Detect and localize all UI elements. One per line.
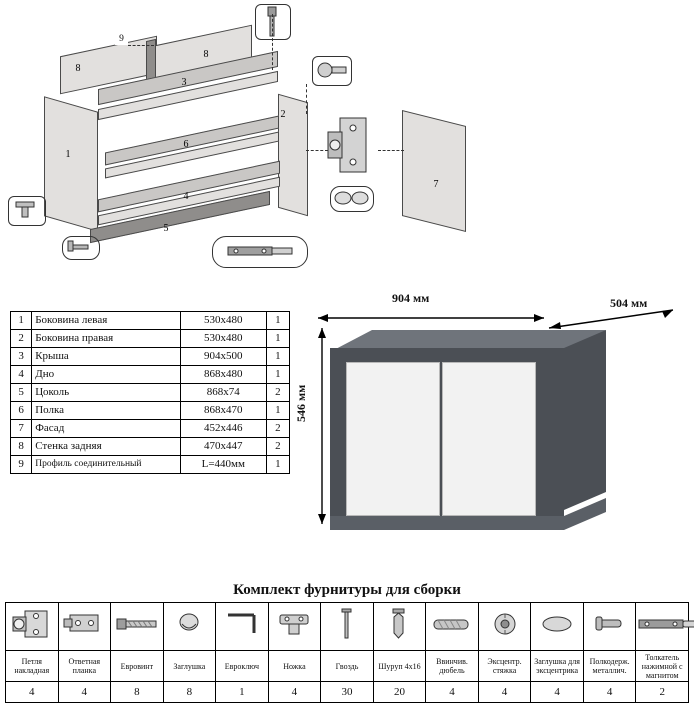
part-name: Дно <box>32 366 181 384</box>
hinge-detail-group <box>322 110 378 180</box>
table-row <box>11 402 290 420</box>
foot-icon <box>268 603 321 651</box>
part-no: 8 <box>11 438 32 456</box>
part-qty: 2 <box>266 420 289 438</box>
kit-item-name: Евроключ <box>216 651 269 682</box>
part-size: 470х447 <box>180 438 266 456</box>
kit-item-qty: 4 <box>531 682 584 703</box>
foot-icon <box>12 200 40 220</box>
euro-screw-icon <box>111 603 164 651</box>
part-no: 5 <box>11 384 32 402</box>
kit-title: Комплект фурнитуры для сборки <box>233 582 461 598</box>
kit-item-name: Заглушка <box>163 651 216 682</box>
dowel-icon <box>426 603 479 651</box>
cabinet-side-right <box>564 330 606 510</box>
part-size: 530х480 <box>180 330 266 348</box>
part-name: Боковина правая <box>32 330 181 348</box>
cam-lock-icon <box>316 59 348 81</box>
part-no: 4 <box>11 366 32 384</box>
table-row <box>11 438 290 456</box>
height-dimension-label: 546 мм <box>294 384 308 422</box>
part-no: 9 <box>11 456 32 474</box>
cabinet-door-left <box>346 362 440 516</box>
exploded-assembly-diagram <box>0 0 694 285</box>
table-row <box>11 330 290 348</box>
callout-2: 2 <box>280 109 286 120</box>
magnet-catch-icon <box>636 603 689 651</box>
part-name: Боковина левая <box>32 312 181 330</box>
kit-item-qty: 4 <box>426 682 479 703</box>
part-no: 6 <box>11 402 32 420</box>
cabinet-plinth <box>330 516 564 530</box>
kit-qty-row <box>6 682 689 703</box>
callout-4: 4 <box>183 191 189 202</box>
kit-item-qty: 20 <box>373 682 426 703</box>
table-row <box>11 366 290 384</box>
shelf-support-icon <box>583 603 636 651</box>
kit-item-name: Гвоздь <box>321 651 374 682</box>
kit-icons-row <box>6 603 689 651</box>
part-qty: 1 <box>266 456 289 474</box>
cabinet-door-right <box>442 362 536 516</box>
kit-item-qty: 4 <box>268 682 321 703</box>
table-row <box>11 420 290 438</box>
kit-item-qty: 8 <box>111 682 164 703</box>
table-row <box>11 312 290 330</box>
kit-item-name: Шуруп 4х16 <box>373 651 426 682</box>
part-qty: 2 <box>266 438 289 456</box>
kit-item-qty: 4 <box>58 682 111 703</box>
kit-item-qty: 4 <box>583 682 636 703</box>
callout-6: 6 <box>183 139 189 150</box>
kit-item-name: Эксцентр. стяжка <box>478 651 531 682</box>
part-size: 868х470 <box>180 402 266 420</box>
mounting-plate-icon <box>58 603 111 651</box>
part-name: Цоколь <box>32 384 181 402</box>
part-name: Фасад <box>32 420 181 438</box>
table-row <box>11 456 290 474</box>
callout-3: 3 <box>181 77 187 88</box>
kit-item-qty: 8 <box>163 682 216 703</box>
width-dimension-arrow <box>316 312 546 324</box>
callout-1: 1 <box>65 149 71 160</box>
leader-line-4 <box>378 150 404 151</box>
part-qty: 1 <box>266 366 289 384</box>
kit-item-name: Полкодерж. металлич. <box>583 651 636 682</box>
kit-names-row <box>6 651 689 682</box>
table-row <box>11 384 290 402</box>
kit-item-qty: 30 <box>321 682 374 703</box>
shelf-support-icon <box>66 239 94 255</box>
part-qty: 1 <box>266 348 289 366</box>
kit-item-name: Петля накладная <box>6 651 59 682</box>
kit-item-name: Заглушка для эксцентрика <box>531 651 584 682</box>
kit-item-qty: 4 <box>6 682 59 703</box>
part-size: 904х500 <box>180 348 266 366</box>
part-no: 7 <box>11 420 32 438</box>
depth-dimension-arrow <box>547 308 687 332</box>
part-size: 868х480 <box>180 366 266 384</box>
part-no: 3 <box>11 348 32 366</box>
part-name: Крыша <box>32 348 181 366</box>
cam-cap-icon <box>531 603 584 651</box>
facade-panel <box>402 110 466 232</box>
part-no: 1 <box>11 312 32 330</box>
parts-table <box>10 311 290 474</box>
hinge-icon <box>6 603 59 651</box>
kit-item-name: Ответная планка <box>58 651 111 682</box>
kit-item-qty: 4 <box>478 682 531 703</box>
side-panel-left <box>44 96 98 231</box>
callout-5: 5 <box>163 223 169 234</box>
height-dimension-arrow <box>316 326 328 526</box>
kit-item-qty: 2 <box>636 682 689 703</box>
cap-icon <box>163 603 216 651</box>
part-no: 2 <box>11 330 32 348</box>
leader-line-2 <box>306 84 307 114</box>
euro-key-icon <box>216 603 269 651</box>
part-name: Полка <box>32 402 181 420</box>
callout-8-left: 8 <box>75 63 81 74</box>
depth-dimension-label: 504 мм <box>610 296 648 310</box>
width-dimension-label: 904 мм <box>392 291 430 305</box>
kit-item-name: Толкатель нажимной с магнитом <box>636 651 689 682</box>
screw-icon <box>373 603 426 651</box>
kit-item-name: Ножка <box>268 651 321 682</box>
cam-lock-icon <box>478 603 531 651</box>
leader-line-1 <box>272 14 273 70</box>
cap-icon <box>334 189 370 207</box>
part-size: 530х480 <box>180 312 266 330</box>
magnet-catch-icon <box>226 243 296 259</box>
part-qty: 1 <box>266 330 289 348</box>
part-qty: 1 <box>266 312 289 330</box>
part-name: Профиль соединительный <box>32 456 181 474</box>
part-name: Стенка задняя <box>32 438 181 456</box>
part-size: 452х446 <box>180 420 266 438</box>
kit-item-qty: 1 <box>216 682 269 703</box>
leader-line-3 <box>306 150 328 151</box>
kit-item-name: Евровинт <box>111 651 164 682</box>
finished-cabinet-drawing <box>294 290 690 555</box>
callout-9: 9 <box>115 33 128 45</box>
callout-8-right: 8 <box>203 49 209 60</box>
table-row <box>11 348 290 366</box>
callout-7: 7 <box>433 179 439 190</box>
part-size: 868х74 <box>180 384 266 402</box>
hardware-kit-table <box>5 602 689 703</box>
part-qty: 1 <box>266 402 289 420</box>
nail-icon <box>321 603 374 651</box>
part-qty: 2 <box>266 384 289 402</box>
leader-9 <box>128 45 154 46</box>
kit-item-name: Ввинчив. дюбель <box>426 651 479 682</box>
part-size: L=440мм <box>180 456 266 474</box>
hinge-icon <box>322 110 378 180</box>
